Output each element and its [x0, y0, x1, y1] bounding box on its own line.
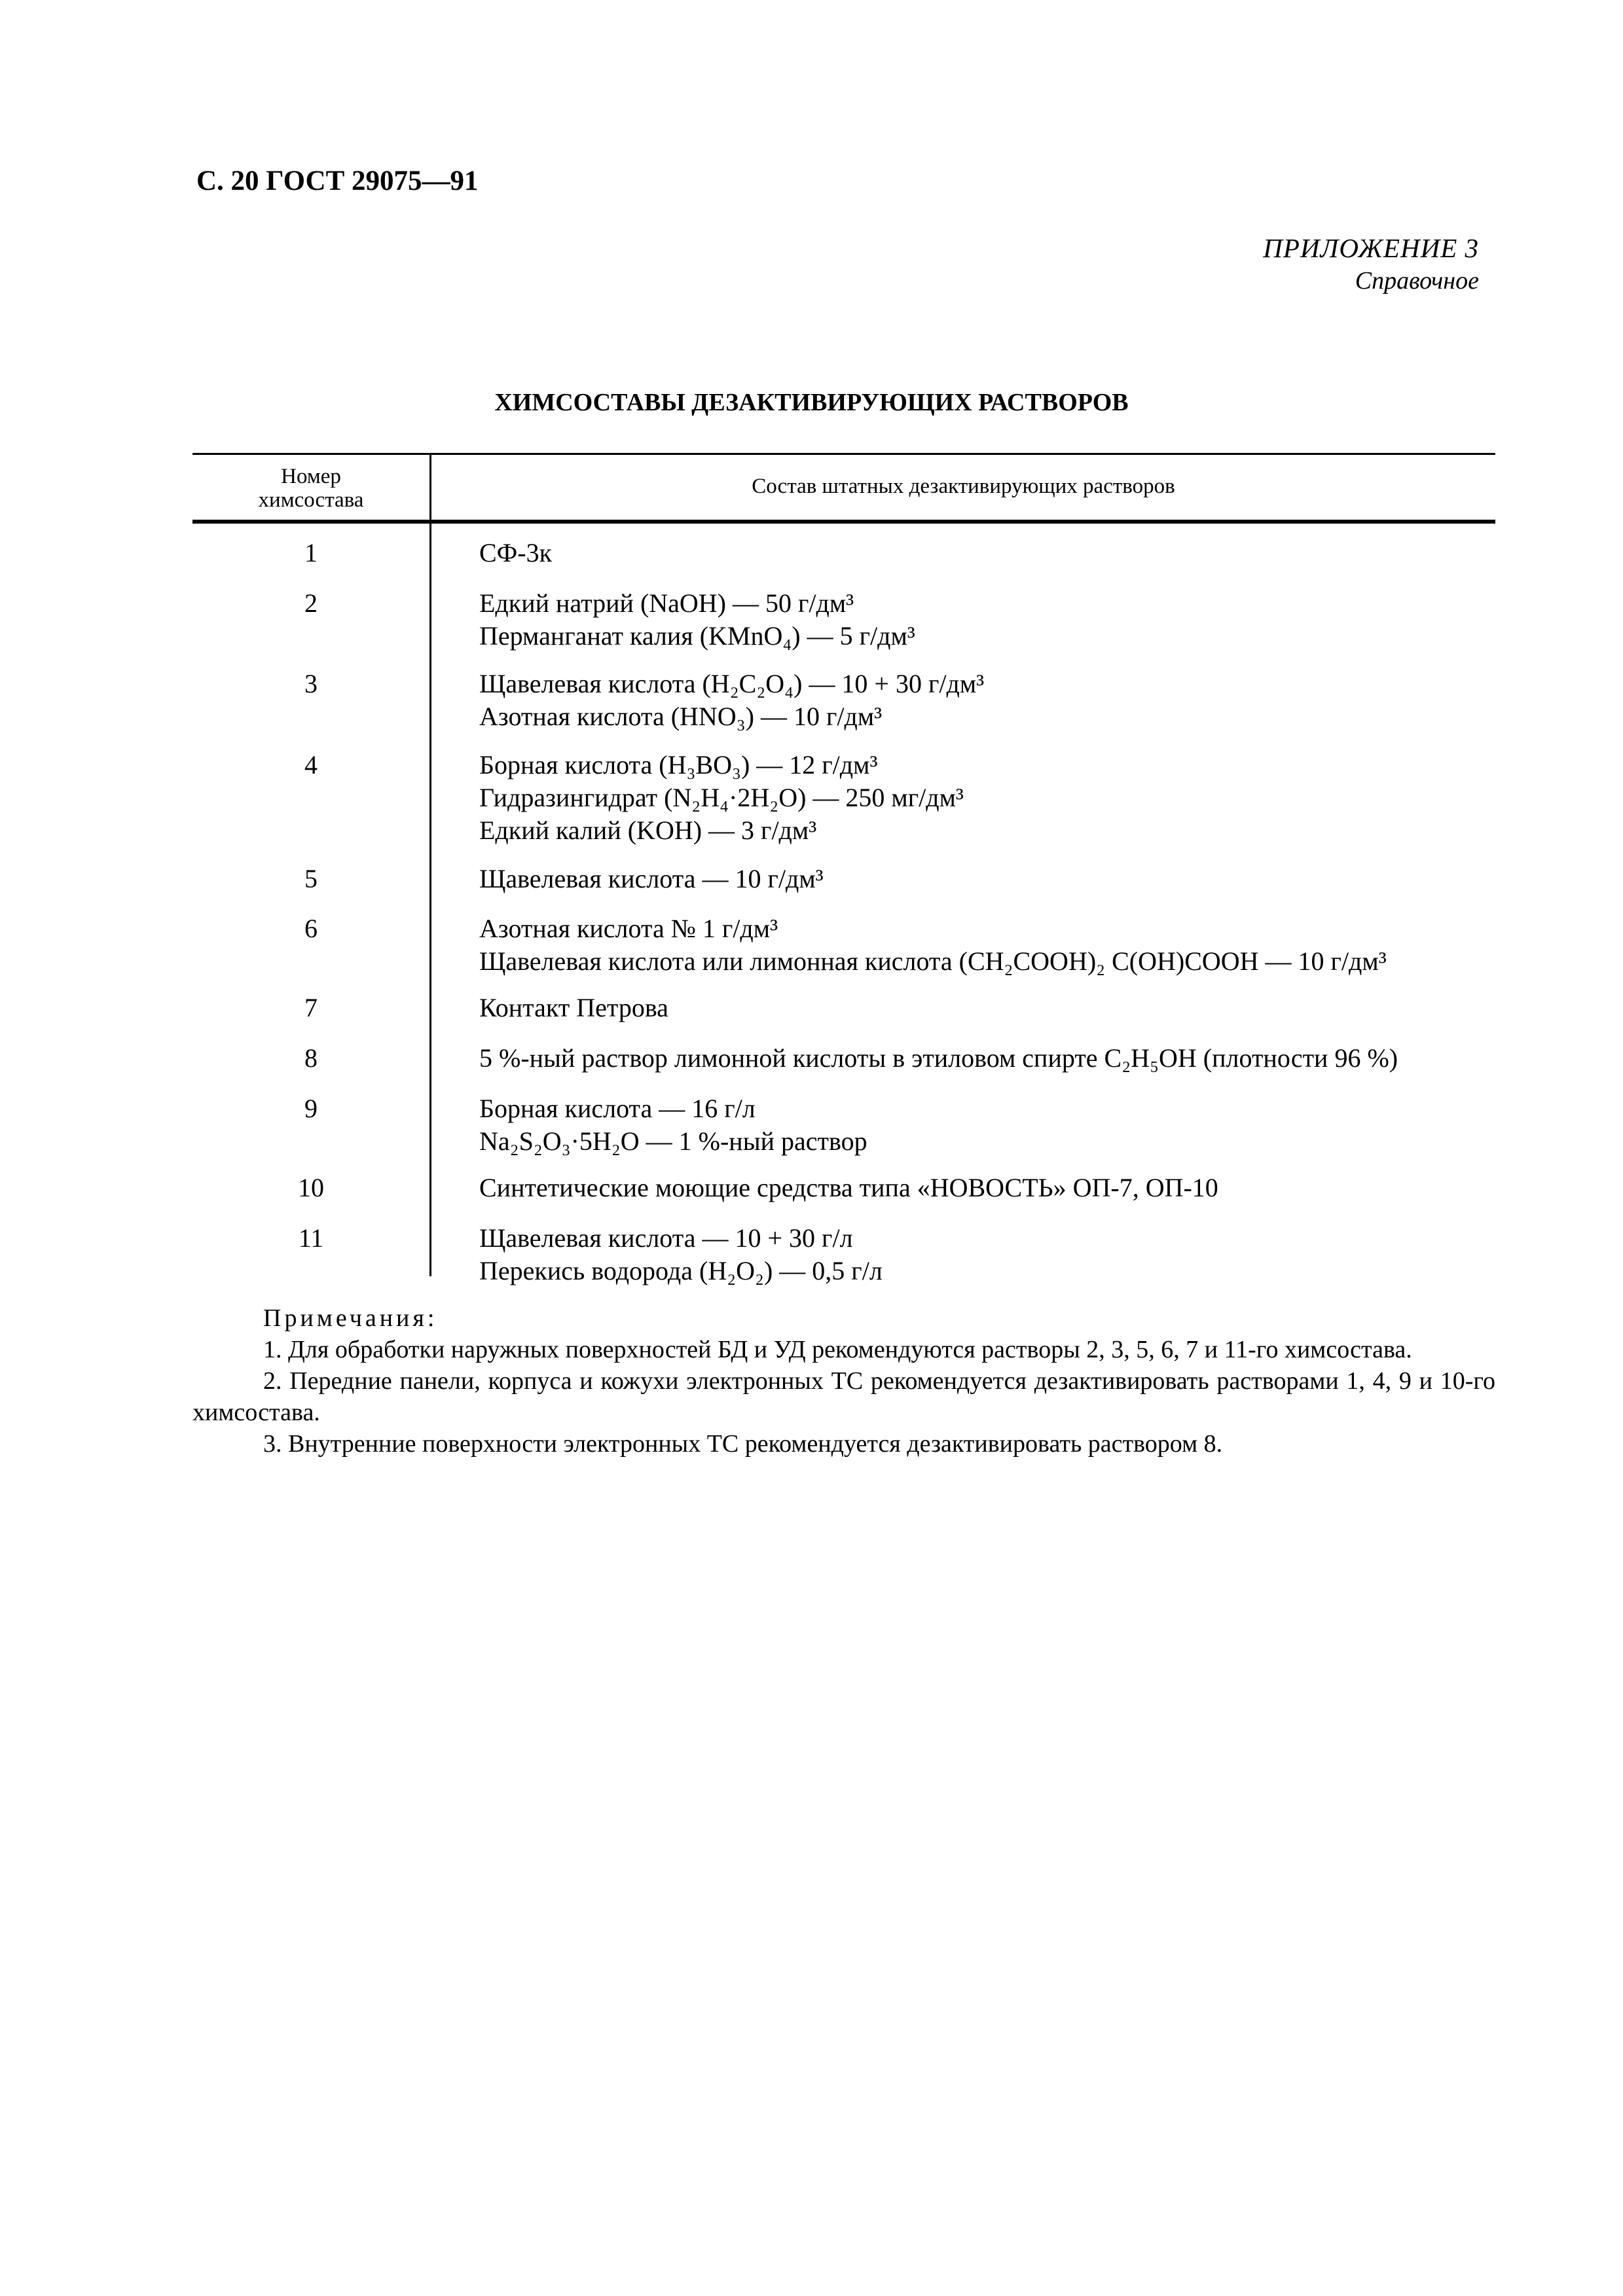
composition-line: Азотная кислота (HNO₃) — 10 г/дм³: [479, 702, 883, 731]
row-composition: [479, 1222, 883, 1287]
composition-line: 5 %-ный раствор лимонной кислоты в этиловом спирте C₂H₅OH (плотности 96 %): [479, 1043, 1398, 1073]
composition-line: Na₂S₂O₃·5H₂O — 1 %-ный раствор: [479, 1126, 867, 1156]
composition-line: Перманганат калия (KMnO₄) — 5 г/дм³: [479, 621, 915, 651]
table-title: ХИМСОСТАВЫ ДЕЗАКТИВИРУЮЩИХ РАСТВОРОВ: [494, 389, 1129, 416]
row-composition: [479, 1172, 1218, 1204]
row-composition: [479, 863, 824, 895]
composition-line: Щавелевая кислота — 10 г/дм³: [479, 864, 824, 893]
row-composition: [479, 749, 964, 847]
row-number: 7: [304, 993, 318, 1022]
row-number: 4: [304, 750, 318, 780]
row-number: 6: [304, 914, 318, 943]
row-composition: [479, 668, 984, 733]
composition-line: Едкий калий (KOH) — 3 г/дм³: [479, 816, 817, 845]
row-number: 5: [304, 864, 318, 893]
column-header-number-line2: химсостава: [258, 488, 364, 512]
row-number: 3: [304, 669, 318, 698]
row-number: 1: [304, 538, 318, 567]
composition-line: Борная кислота — 16 г/л: [479, 1094, 756, 1123]
page-header: С. 20 ГОСТ 29075—91: [196, 166, 479, 196]
composition-line: Щавелевая кислота — 10 + 30 г/л: [479, 1223, 853, 1253]
row-number: 10: [298, 1173, 324, 1202]
notes-title: Примечания:: [263, 1304, 438, 1332]
row-composition: [479, 587, 915, 653]
row-composition: [479, 1042, 1398, 1075]
note-item: 2. Передние панели, корпуса и кожухи электронных ТС рекомендуется дезактивировать растворами 1, 4, 9 и 10-го химсостава.: [192, 1367, 1495, 1426]
composition-line: Щавелевая кислота или лимонная кислота (CH₂COOH)₂ C(OH)COOH — 10 г/дм³: [479, 946, 1387, 976]
row-composition: [479, 1092, 867, 1158]
row-composition: [479, 537, 552, 569]
appendix-kind: Справочное: [1355, 267, 1479, 295]
composition-line: Щавелевая кислота (H₂C₂O₄) — 10 + 30 г/дм³: [479, 669, 985, 698]
composition-line: Едкий натрий (NaOH) — 50 г/дм³: [479, 588, 854, 618]
row-composition: [479, 912, 1387, 978]
composition-line: Перекись водорода (H₂O₂) — 0,5 г/л: [479, 1256, 883, 1285]
row-number: 2: [304, 588, 318, 618]
note-item: 3. Внутренние поверхности электронных ТС рекомендуется дезактивировать раствором 8.: [263, 1430, 1223, 1458]
row-number: 11: [298, 1223, 324, 1253]
column-header-composition: Состав штатных дезактивирующих растворов: [752, 474, 1175, 498]
note-item: 1. Для обработки наружных поверхностей БД и УД рекомендуются растворы 2, 3, 5, 6, 7 и 11-го химсостава.: [263, 1336, 1412, 1363]
composition-line: Контакт Петрова: [479, 993, 668, 1022]
notes: [192, 1302, 1495, 1460]
column-header-number: [192, 465, 429, 512]
composition-line: Борная кислота (H₃BO₃) — 12 г/дм³: [479, 750, 878, 780]
row-number: 9: [304, 1094, 318, 1123]
table-column-divider: [429, 453, 431, 1276]
composition-line: Синтетические моющие средства типа «НОВОСТЬ» ОП-7, ОП-10: [479, 1173, 1218, 1202]
row-number: 8: [304, 1043, 318, 1073]
composition-line: Азотная кислота № 1 г/дм³: [479, 914, 778, 943]
composition-line: СФ-3к: [479, 538, 553, 567]
column-header-number-line1: Номер: [281, 465, 341, 488]
appendix-number: ПРИЛОЖЕНИЕ 3: [1263, 233, 1479, 263]
table-header-rule: [192, 520, 1495, 524]
appendix-label: [1263, 232, 1479, 295]
row-composition: [479, 992, 668, 1024]
composition-line: Гидразингидрат (N₂H₄·2H₂O) — 250 мг/дм³: [479, 783, 964, 812]
